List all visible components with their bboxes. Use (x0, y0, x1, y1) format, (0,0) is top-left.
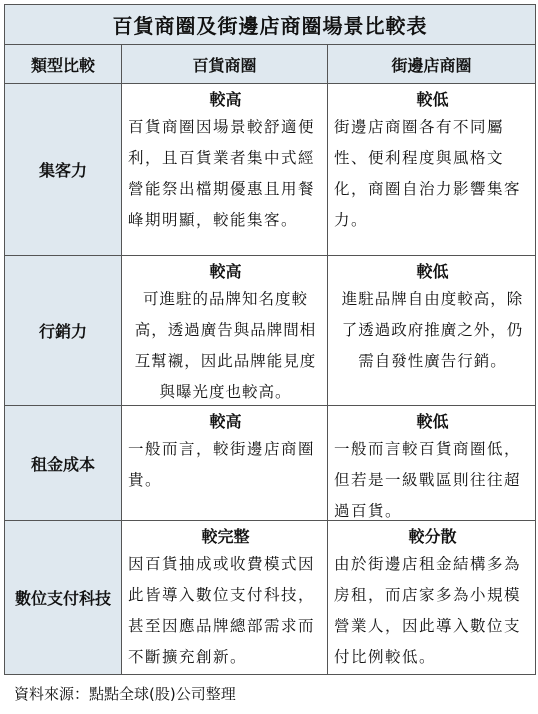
street-level: 較低 (416, 90, 449, 109)
dept-cell (122, 84, 328, 255)
street-desc: 進駐品牌自由度較高，除了透過政府推廣之外，仍需自發性廣告行銷。 (341, 290, 524, 370)
header-type: 類型比較 (5, 45, 122, 83)
street-cell (328, 521, 535, 674)
dept-level: 較高 (209, 262, 242, 281)
street-cell (328, 256, 535, 405)
street-level: 較低 (416, 262, 449, 281)
row-digital-payment (5, 521, 535, 674)
dept-desc: 百貨商圈因場景較舒適便利，且百貨業者集中式經營能祭出檔期優惠且用餐峰期明顯，較能集客。 (128, 118, 316, 229)
row-rent-cost (5, 406, 535, 521)
source-note: 資料來源：點點全球(股)公司整理 (14, 685, 236, 703)
dept-level: 較高 (209, 90, 242, 109)
dept-cell (122, 406, 328, 520)
street-level: 較低 (416, 412, 449, 431)
street-desc: 街邊店商圈各有不同屬性、便利程度與風格文化，商圈自治力影響集客力。 (334, 118, 522, 229)
comparison-table (4, 4, 536, 675)
row-label: 集客力 (5, 84, 122, 255)
street-cell (328, 84, 535, 255)
header-row (5, 45, 535, 84)
row-marketing (5, 256, 535, 406)
street-cell (328, 406, 535, 520)
dept-level: 較完整 (201, 527, 250, 546)
table-title: 百貨商圈及街邊店商圈場景比較表 (5, 5, 535, 45)
dept-cell (122, 521, 328, 674)
street-desc: 由於街邊店租金結構多為房租，而店家多為小規模營業人，因此導入數位支付比例較低。 (334, 555, 522, 666)
dept-desc: 因百貨抽成或收費模式因此皆導入數位支付科技，甚至因應品牌總部需求而不斷擴充創新。 (128, 555, 316, 666)
row-customer-attraction (5, 84, 535, 256)
header-street-store: 街邊店商圈 (391, 55, 472, 75)
dept-cell (122, 256, 328, 405)
row-label: 行銷力 (5, 256, 122, 405)
header-department-store: 百貨商圈 (122, 45, 328, 83)
row-label: 數位支付科技 (5, 521, 122, 674)
dept-desc: 可進駐的品牌知名度較高，透過廣告與品牌間相互幫襯，因此品牌能見度與曝光度也較高。 (134, 290, 317, 401)
street-level: 較分散 (408, 527, 457, 546)
row-label: 租金成本 (5, 406, 122, 520)
dept-desc: 一般而言，較街邊店商圈貴。 (128, 440, 316, 489)
street-desc: 一般而言較百貨商圈低，但若是一級戰區則往往超過百貨。 (334, 440, 522, 520)
dept-level: 較高 (209, 412, 242, 431)
